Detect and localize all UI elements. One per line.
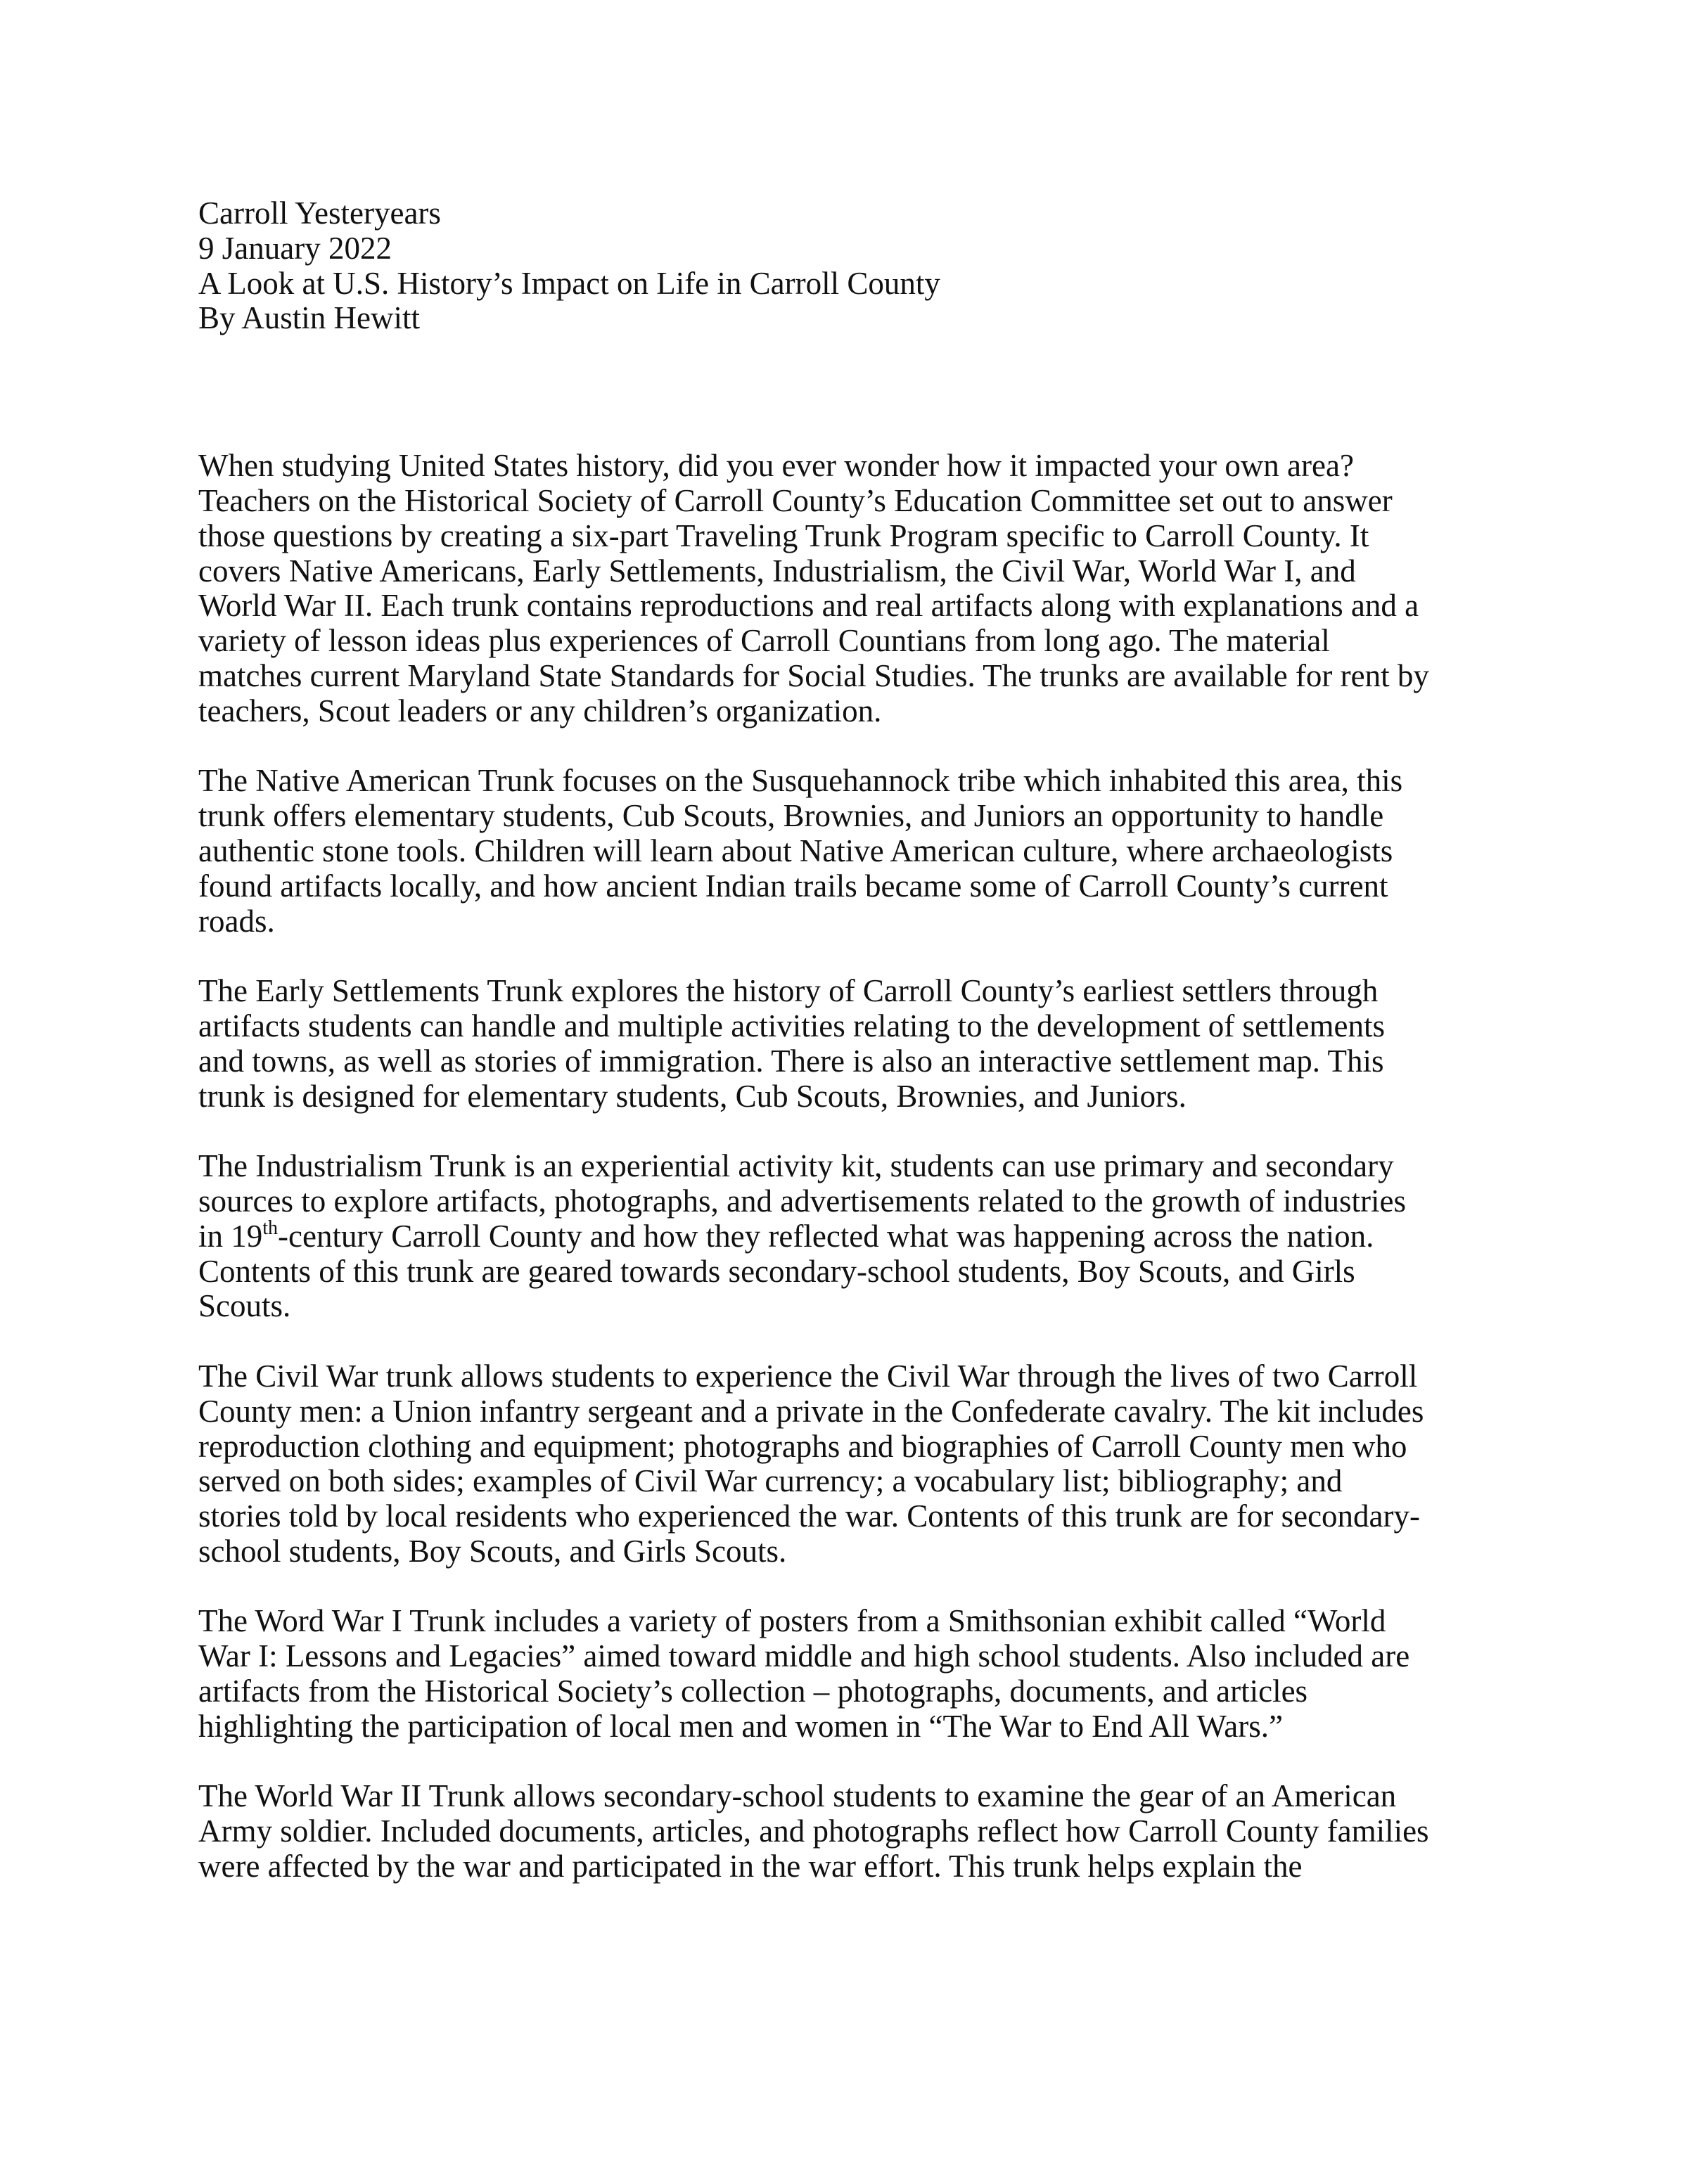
text-line: Scouts.	[198, 1288, 291, 1324]
text-line: War I: Lessons and Legacies” aimed toward middle and high school students. Also included are	[198, 1638, 1410, 1674]
paragraph	[198, 1359, 1507, 1569]
text-span: -century Carroll County and how they reflected what was happening across the nation.	[278, 1218, 1374, 1254]
paragraph	[198, 1779, 1507, 1884]
text-line: roads.	[198, 903, 275, 939]
document-page	[198, 196, 1507, 1920]
text-line: The Word War I Trunk includes a variety of posters from a Smithsonian exhibit called “World	[198, 1603, 1386, 1639]
text-line: variety of lesson ideas plus experiences of Carroll Countians from long ago. The material	[198, 623, 1330, 659]
text-line: stories told by local residents who experienced the war. Contents of this trunk are for secondary-	[198, 1498, 1421, 1534]
text-line: reproduction clothing and equipment; photographs and biographies of Carroll County men who	[198, 1428, 1407, 1464]
ordinal-superscript: th	[262, 1216, 279, 1239]
text-line: those questions by creating a six-part Traveling Trunk Program specific to Carroll County. It	[198, 518, 1369, 553]
text-line: artifacts students can handle and multiple activities relating to the development of settlements	[198, 1008, 1385, 1043]
article-header	[198, 196, 1507, 336]
text-line: trunk is designed for elementary students, Cub Scouts, Brownies, and Juniors.	[198, 1078, 1187, 1114]
paragraph	[198, 764, 1507, 939]
text-line: served on both sides; examples of Civil War currency; a vocabulary list; bibliography; and	[198, 1463, 1343, 1499]
text-line: The Civil War trunk allows students to experience the Civil War through the lives of two Carroll	[198, 1358, 1418, 1394]
article-body	[198, 449, 1507, 1884]
text-line: sources to explore artifacts, photographs, and advertisements related to the growth of industries	[198, 1183, 1407, 1219]
text-line: teachers, Scout leaders or any children’s organization.	[198, 693, 882, 728]
text-line: covers Native Americans, Early Settlements, Industrialism, the Civil War, World War I, and	[198, 553, 1356, 589]
paragraph	[198, 1149, 1507, 1324]
text-line: and towns, as well as stories of immigration. There is also an interactive settlement map. This	[198, 1043, 1384, 1079]
article-date: 9 January 2022	[198, 230, 392, 266]
text-line: Teachers on the Historical Society of Carroll County’s Education Committee set out to answer	[198, 482, 1393, 518]
text-line: Army soldier. Included documents, articles, and photographs reflect how Carroll County families	[198, 1813, 1429, 1849]
text-line: The Early Settlements Trunk explores the history of Carroll County’s earliest settlers through	[198, 973, 1379, 1009]
publication-name: Carroll Yesteryears	[198, 195, 441, 231]
text-line: World War II. Each trunk contains reproductions and real artifacts along with explanations and a	[198, 588, 1419, 624]
text-line: school students, Boy Scouts, and Girls Scouts.	[198, 1533, 787, 1569]
text-line: found artifacts locally, and how ancient Indian trails became some of Carroll County’s current	[198, 868, 1388, 904]
paragraph	[198, 449, 1507, 728]
text-line: The World War II Trunk allows secondary-school students to examine the gear of an American	[198, 1778, 1397, 1814]
text-line: were affected by the war and participated in the war effort. This trunk helps explain the	[198, 1849, 1303, 1884]
text-line: highlighting the participation of local men and women in “The War to End All Wars.”	[198, 1708, 1283, 1744]
text-span: in 19	[198, 1218, 263, 1254]
article-byline: By Austin Hewitt	[198, 300, 421, 336]
paragraph	[198, 1604, 1507, 1744]
text-line	[198, 1216, 1507, 1254]
text-line: artifacts from the Historical Society’s collection – photographs, documents, and articles	[198, 1674, 1308, 1709]
text-line: County men: a Union infantry sergeant and a private in the Confederate cavalry. The kit includes	[198, 1393, 1424, 1429]
text-line: Contents of this trunk are geared towards secondary-school students, Boy Scouts, and Girls	[198, 1253, 1355, 1289]
text-line: matches current Maryland State Standards for Social Studies. The trunks are available for rent by	[198, 657, 1429, 693]
text-line: The Native American Trunk focuses on the Susquehannock tribe which inhabited this area, this	[198, 763, 1403, 799]
text-line: When studying United States history, did you ever wonder how it impacted your own area?	[198, 448, 1354, 484]
text-line: authentic stone tools. Children will learn about Native American culture, where archaeologists	[198, 833, 1393, 868]
paragraph	[198, 974, 1507, 1114]
text-line: trunk offers elementary students, Cub Scouts, Brownies, and Juniors an opportunity to handle	[198, 798, 1384, 834]
article-title: A Look at U.S. History’s Impact on Life in Carroll County	[198, 265, 940, 301]
text-line: The Industrialism Trunk is an experiential activity kit, students can use primary and secondary	[198, 1148, 1394, 1184]
